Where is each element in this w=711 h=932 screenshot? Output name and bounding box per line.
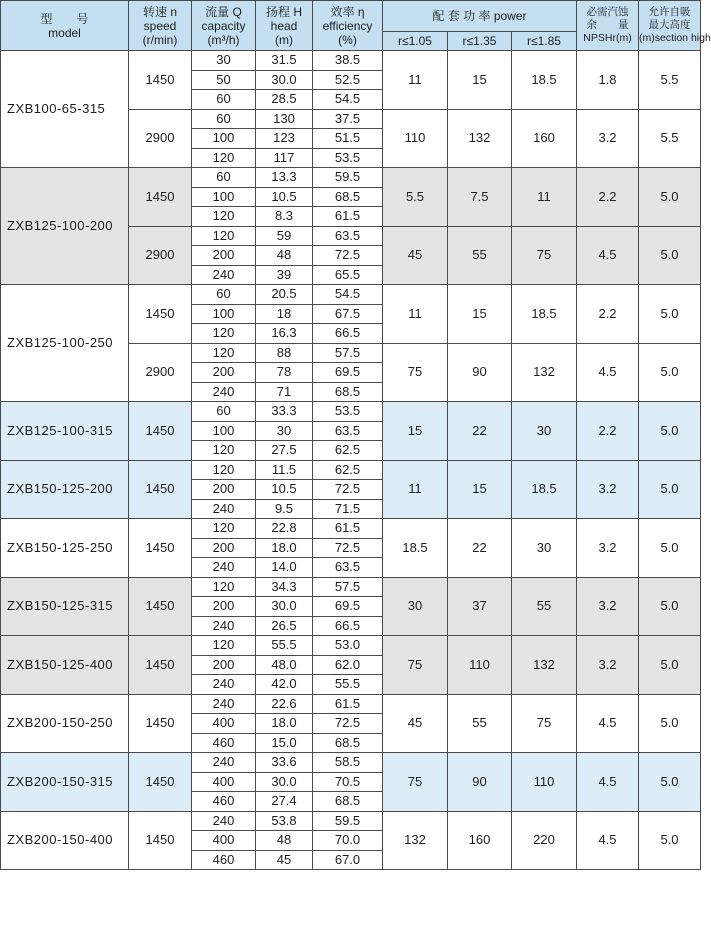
model-name: ZXB150-125-315 xyxy=(1,577,129,636)
capacity-value: 400 xyxy=(192,772,256,792)
efficiency-value: 62.5 xyxy=(313,441,383,461)
head-value: 30.0 xyxy=(256,597,313,617)
header-speed-en: speed xyxy=(143,18,177,33)
efficiency-value: 71.5 xyxy=(313,499,383,519)
power-r3-value: 75 xyxy=(512,694,577,753)
header-speed xyxy=(129,1,192,51)
efficiency-value: 61.5 xyxy=(313,519,383,539)
power-r1-value: 45 xyxy=(383,226,448,285)
power-r1-value: 45 xyxy=(383,694,448,753)
table-row xyxy=(1,577,701,597)
head-value: 27.4 xyxy=(256,792,313,812)
capacity-value: 120 xyxy=(192,577,256,597)
header-npsh xyxy=(577,1,639,51)
efficiency-value: 70.5 xyxy=(313,772,383,792)
power-r3-value: 11 xyxy=(512,168,577,227)
npsh-value: 3.2 xyxy=(577,577,639,636)
capacity-value: 200 xyxy=(192,480,256,500)
header-model xyxy=(1,1,129,51)
header-efficiency-en: efficiency xyxy=(322,18,373,33)
capacity-value: 60 xyxy=(192,402,256,422)
header-power-r2: r≤1.35 xyxy=(448,32,512,51)
capacity-value: 120 xyxy=(192,519,256,539)
head-value: 30 xyxy=(256,421,313,441)
speed-value: 1450 xyxy=(129,577,192,636)
npsh-value: 2.2 xyxy=(577,285,639,344)
efficiency-value: 68.5 xyxy=(313,733,383,753)
power-r1-value: 75 xyxy=(383,753,448,812)
capacity-value: 120 xyxy=(192,460,256,480)
header-power-r3: r≤1.85 xyxy=(512,32,577,51)
head-value: 123 xyxy=(256,129,313,149)
model-name: ZXB125-100-315 xyxy=(1,402,129,461)
power-r3-value: 132 xyxy=(512,636,577,695)
efficiency-value: 66.5 xyxy=(313,324,383,344)
section-high-value: 5.0 xyxy=(639,519,701,578)
head-value: 117 xyxy=(256,148,313,168)
npsh-value: 1.8 xyxy=(577,51,639,110)
power-r2-value: 90 xyxy=(448,753,512,812)
head-value: 13.3 xyxy=(256,168,313,188)
head-value: 30.0 xyxy=(256,70,313,90)
npsh-value: 3.2 xyxy=(577,460,639,519)
efficiency-value: 52.5 xyxy=(313,70,383,90)
header-capacity-zh: 流量 Q xyxy=(205,4,242,19)
capacity-value: 240 xyxy=(192,265,256,285)
capacity-value: 100 xyxy=(192,421,256,441)
speed-value: 1450 xyxy=(129,402,192,461)
head-value: 55.5 xyxy=(256,636,313,656)
power-r1-value: 30 xyxy=(383,577,448,636)
efficiency-value: 55.5 xyxy=(313,675,383,695)
capacity-value: 120 xyxy=(192,324,256,344)
header-speed-unit: (r/min) xyxy=(142,32,178,47)
head-value: 39 xyxy=(256,265,313,285)
capacity-value: 120 xyxy=(192,441,256,461)
npsh-value: 2.2 xyxy=(577,402,639,461)
capacity-value: 120 xyxy=(192,148,256,168)
model-name: ZXB150-125-200 xyxy=(1,460,129,519)
head-value: 18.0 xyxy=(256,714,313,734)
power-r2-value: 15 xyxy=(448,460,512,519)
efficiency-value: 53.5 xyxy=(313,402,383,422)
capacity-value: 400 xyxy=(192,831,256,851)
section-high-value: 5.0 xyxy=(639,811,701,870)
head-value: 9.5 xyxy=(256,499,313,519)
capacity-value: 200 xyxy=(192,538,256,558)
npsh-value: 4.5 xyxy=(577,694,639,753)
efficiency-value: 58.5 xyxy=(313,753,383,773)
power-r3-value: 18.5 xyxy=(512,51,577,110)
speed-value: 1450 xyxy=(129,753,192,812)
head-value: 88 xyxy=(256,343,313,363)
head-value: 53.8 xyxy=(256,811,313,831)
model-name: ZXB100-65-315 xyxy=(1,51,129,168)
power-r3-value: 132 xyxy=(512,343,577,402)
capacity-value: 100 xyxy=(192,187,256,207)
speed-value: 2900 xyxy=(129,109,192,168)
speed-value: 1450 xyxy=(129,636,192,695)
power-r2-value: 15 xyxy=(448,285,512,344)
capacity-value: 120 xyxy=(192,343,256,363)
table-row xyxy=(1,811,701,831)
header-capacity-unit: (m³/h) xyxy=(207,32,240,47)
table-row xyxy=(1,519,701,539)
power-r1-value: 132 xyxy=(383,811,448,870)
power-r2-value: 22 xyxy=(448,402,512,461)
head-value: 16.3 xyxy=(256,324,313,344)
power-r1-value: 11 xyxy=(383,460,448,519)
head-value: 20.5 xyxy=(256,285,313,305)
header-head-unit: (m) xyxy=(275,32,293,47)
header-power-r1: r≤1.05 xyxy=(383,32,448,51)
efficiency-value: 63.5 xyxy=(313,421,383,441)
spec-table-body xyxy=(1,51,701,870)
power-r2-value: 160 xyxy=(448,811,512,870)
capacity-value: 100 xyxy=(192,129,256,149)
efficiency-value: 70.0 xyxy=(313,831,383,851)
npsh-value: 3.2 xyxy=(577,109,639,168)
head-value: 18.0 xyxy=(256,538,313,558)
capacity-value: 200 xyxy=(192,597,256,617)
model-name: ZXB200-150-250 xyxy=(1,694,129,753)
power-r2-value: 22 xyxy=(448,519,512,578)
header-head xyxy=(256,1,313,51)
speed-value: 1450 xyxy=(129,460,192,519)
efficiency-value: 37.5 xyxy=(313,109,383,129)
efficiency-value: 59.5 xyxy=(313,811,383,831)
power-r2-value: 110 xyxy=(448,636,512,695)
header-efficiency-unit: (%) xyxy=(338,32,357,47)
section-high-value: 5.0 xyxy=(639,285,701,344)
power-r2-value: 90 xyxy=(448,343,512,402)
head-value: 34.3 xyxy=(256,577,313,597)
header-head-zh: 扬程 H xyxy=(265,4,302,19)
efficiency-value: 63.5 xyxy=(313,226,383,246)
header-section-zh1: 允许自吸 xyxy=(648,6,691,18)
section-high-value: 5.5 xyxy=(639,109,701,168)
section-high-value: 5.0 xyxy=(639,636,701,695)
head-value: 27.5 xyxy=(256,441,313,461)
efficiency-value: 53.0 xyxy=(313,636,383,656)
efficiency-value: 69.5 xyxy=(313,363,383,383)
power-r2-value: 7.5 xyxy=(448,168,512,227)
header-section-high xyxy=(639,1,711,51)
model-name: ZXB200-150-315 xyxy=(1,753,129,812)
power-r1-value: 15 xyxy=(383,402,448,461)
head-value: 33.3 xyxy=(256,402,313,422)
speed-value: 2900 xyxy=(129,226,192,285)
efficiency-value: 57.5 xyxy=(313,343,383,363)
capacity-value: 60 xyxy=(192,168,256,188)
head-value: 10.5 xyxy=(256,187,313,207)
header-section-en: (m)section high xyxy=(639,32,711,44)
section-high-value: 5.5 xyxy=(639,51,701,110)
header-power xyxy=(383,1,577,32)
header-capacity xyxy=(192,1,256,51)
capacity-value: 120 xyxy=(192,207,256,227)
section-high-value: 5.0 xyxy=(639,694,701,753)
npsh-value: 3.2 xyxy=(577,519,639,578)
table-row xyxy=(1,460,701,480)
head-value: 10.5 xyxy=(256,480,313,500)
table-row xyxy=(1,51,701,71)
header-capacity-en: capacity xyxy=(201,18,246,33)
power-r3-value: 18.5 xyxy=(512,285,577,344)
head-value: 8.3 xyxy=(256,207,313,227)
efficiency-value: 72.5 xyxy=(313,538,383,558)
head-value: 14.0 xyxy=(256,558,313,578)
head-value: 30.0 xyxy=(256,772,313,792)
header-section-zh2: 最大高度 xyxy=(648,19,691,31)
power-r2-value: 37 xyxy=(448,577,512,636)
power-r3-value: 110 xyxy=(512,753,577,812)
capacity-value: 60 xyxy=(192,90,256,110)
head-value: 18 xyxy=(256,304,313,324)
head-value: 22.8 xyxy=(256,519,313,539)
efficiency-value: 54.5 xyxy=(313,285,383,305)
power-r2-value: 15 xyxy=(448,51,512,110)
speed-value: 1450 xyxy=(129,285,192,344)
capacity-value: 60 xyxy=(192,109,256,129)
model-name: ZXB200-150-400 xyxy=(1,811,129,870)
section-high-value: 5.0 xyxy=(639,168,701,227)
efficiency-value: 63.5 xyxy=(313,558,383,578)
capacity-value: 460 xyxy=(192,850,256,870)
header-npsh-zh1: 必需汽蚀 xyxy=(586,6,629,18)
efficiency-value: 72.5 xyxy=(313,714,383,734)
efficiency-value: 54.5 xyxy=(313,90,383,110)
efficiency-value: 72.5 xyxy=(313,480,383,500)
efficiency-value: 53.5 xyxy=(313,148,383,168)
speed-value: 1450 xyxy=(129,811,192,870)
capacity-value: 200 xyxy=(192,655,256,675)
efficiency-value: 57.5 xyxy=(313,577,383,597)
capacity-value: 240 xyxy=(192,694,256,714)
capacity-value: 240 xyxy=(192,499,256,519)
power-r1-value: 11 xyxy=(383,51,448,110)
header-npsh-zh2: 余 量 xyxy=(586,19,629,31)
efficiency-value: 65.5 xyxy=(313,265,383,285)
head-value: 11.5 xyxy=(256,460,313,480)
power-r1-value: 110 xyxy=(383,109,448,168)
capacity-value: 460 xyxy=(192,792,256,812)
head-value: 31.5 xyxy=(256,51,313,71)
speed-value: 1450 xyxy=(129,168,192,227)
section-high-value: 5.0 xyxy=(639,402,701,461)
head-value: 71 xyxy=(256,382,313,402)
npsh-value: 4.5 xyxy=(577,343,639,402)
power-r3-value: 220 xyxy=(512,811,577,870)
model-name: ZXB125-100-250 xyxy=(1,285,129,402)
efficiency-value: 61.5 xyxy=(313,694,383,714)
model-name: ZXB125-100-200 xyxy=(1,168,129,285)
efficiency-value: 38.5 xyxy=(313,51,383,71)
power-r3-value: 160 xyxy=(512,109,577,168)
section-high-value: 5.0 xyxy=(639,460,701,519)
efficiency-value: 69.5 xyxy=(313,597,383,617)
capacity-value: 460 xyxy=(192,733,256,753)
header-speed-zh: 转速 n xyxy=(142,4,177,19)
speed-value: 1450 xyxy=(129,694,192,753)
power-r3-value: 75 xyxy=(512,226,577,285)
npsh-value: 2.2 xyxy=(577,168,639,227)
capacity-value: 120 xyxy=(192,636,256,656)
table-row xyxy=(1,636,701,656)
table-row xyxy=(1,168,701,188)
efficiency-value: 72.5 xyxy=(313,246,383,266)
capacity-value: 60 xyxy=(192,285,256,305)
head-value: 48.0 xyxy=(256,655,313,675)
section-high-value: 5.0 xyxy=(639,577,701,636)
power-r1-value: 5.5 xyxy=(383,168,448,227)
table-row xyxy=(1,753,701,773)
head-value: 48 xyxy=(256,246,313,266)
capacity-value: 120 xyxy=(192,226,256,246)
header-efficiency xyxy=(313,1,383,51)
efficiency-value: 62.5 xyxy=(313,460,383,480)
capacity-value: 200 xyxy=(192,363,256,383)
model-name: ZXB150-125-400 xyxy=(1,636,129,695)
header-power-title: 配 套 功 率 power xyxy=(432,9,527,23)
power-r2-value: 55 xyxy=(448,226,512,285)
table-row xyxy=(1,694,701,714)
model-name: ZXB150-125-250 xyxy=(1,519,129,578)
npsh-value: 3.2 xyxy=(577,636,639,695)
head-value: 59 xyxy=(256,226,313,246)
capacity-value: 400 xyxy=(192,714,256,734)
speed-value: 1450 xyxy=(129,519,192,578)
header-head-en: head xyxy=(270,18,298,33)
head-value: 48 xyxy=(256,831,313,851)
power-r3-value: 30 xyxy=(512,402,577,461)
efficiency-value: 66.5 xyxy=(313,616,383,636)
capacity-value: 240 xyxy=(192,811,256,831)
capacity-value: 200 xyxy=(192,246,256,266)
power-r1-value: 11 xyxy=(383,285,448,344)
section-high-value: 5.0 xyxy=(639,343,701,402)
head-value: 78 xyxy=(256,363,313,383)
table-row xyxy=(1,285,701,305)
head-value: 28.5 xyxy=(256,90,313,110)
power-r1-value: 18.5 xyxy=(383,519,448,578)
head-value: 26.5 xyxy=(256,616,313,636)
npsh-value: 4.5 xyxy=(577,226,639,285)
table-row xyxy=(1,402,701,422)
efficiency-value: 68.5 xyxy=(313,187,383,207)
efficiency-value: 61.5 xyxy=(313,207,383,227)
header-efficiency-zh: 效率 η xyxy=(330,4,365,19)
power-r1-value: 75 xyxy=(383,636,448,695)
speed-value: 2900 xyxy=(129,343,192,402)
capacity-value: 100 xyxy=(192,304,256,324)
npsh-value: 4.5 xyxy=(577,753,639,812)
efficiency-value: 62.0 xyxy=(313,655,383,675)
efficiency-value: 68.5 xyxy=(313,792,383,812)
power-r2-value: 55 xyxy=(448,694,512,753)
efficiency-value: 59.5 xyxy=(313,168,383,188)
head-value: 22.6 xyxy=(256,694,313,714)
npsh-value: 4.5 xyxy=(577,811,639,870)
power-r2-value: 132 xyxy=(448,109,512,168)
power-r1-value: 75 xyxy=(383,343,448,402)
section-high-value: 5.0 xyxy=(639,753,701,812)
power-r3-value: 30 xyxy=(512,519,577,578)
capacity-value: 240 xyxy=(192,616,256,636)
header-model-zh: 型 号 xyxy=(40,11,89,26)
head-value: 45 xyxy=(256,850,313,870)
head-value: 42.0 xyxy=(256,675,313,695)
capacity-value: 30 xyxy=(192,51,256,71)
efficiency-value: 51.5 xyxy=(313,129,383,149)
head-value: 33.6 xyxy=(256,753,313,773)
power-r3-value: 55 xyxy=(512,577,577,636)
header-model-en: model xyxy=(48,25,81,40)
speed-value: 1450 xyxy=(129,51,192,110)
head-value: 15.0 xyxy=(256,733,313,753)
capacity-value: 240 xyxy=(192,675,256,695)
capacity-value: 240 xyxy=(192,558,256,578)
section-high-value: 5.0 xyxy=(639,226,701,285)
efficiency-value: 68.5 xyxy=(313,382,383,402)
efficiency-value: 67.0 xyxy=(313,850,383,870)
capacity-value: 240 xyxy=(192,753,256,773)
capacity-value: 240 xyxy=(192,382,256,402)
efficiency-value: 67.5 xyxy=(313,304,383,324)
capacity-value: 50 xyxy=(192,70,256,90)
header-npsh-en: NPSHr(m) xyxy=(583,32,632,44)
head-value: 130 xyxy=(256,109,313,129)
power-r3-value: 18.5 xyxy=(512,460,577,519)
